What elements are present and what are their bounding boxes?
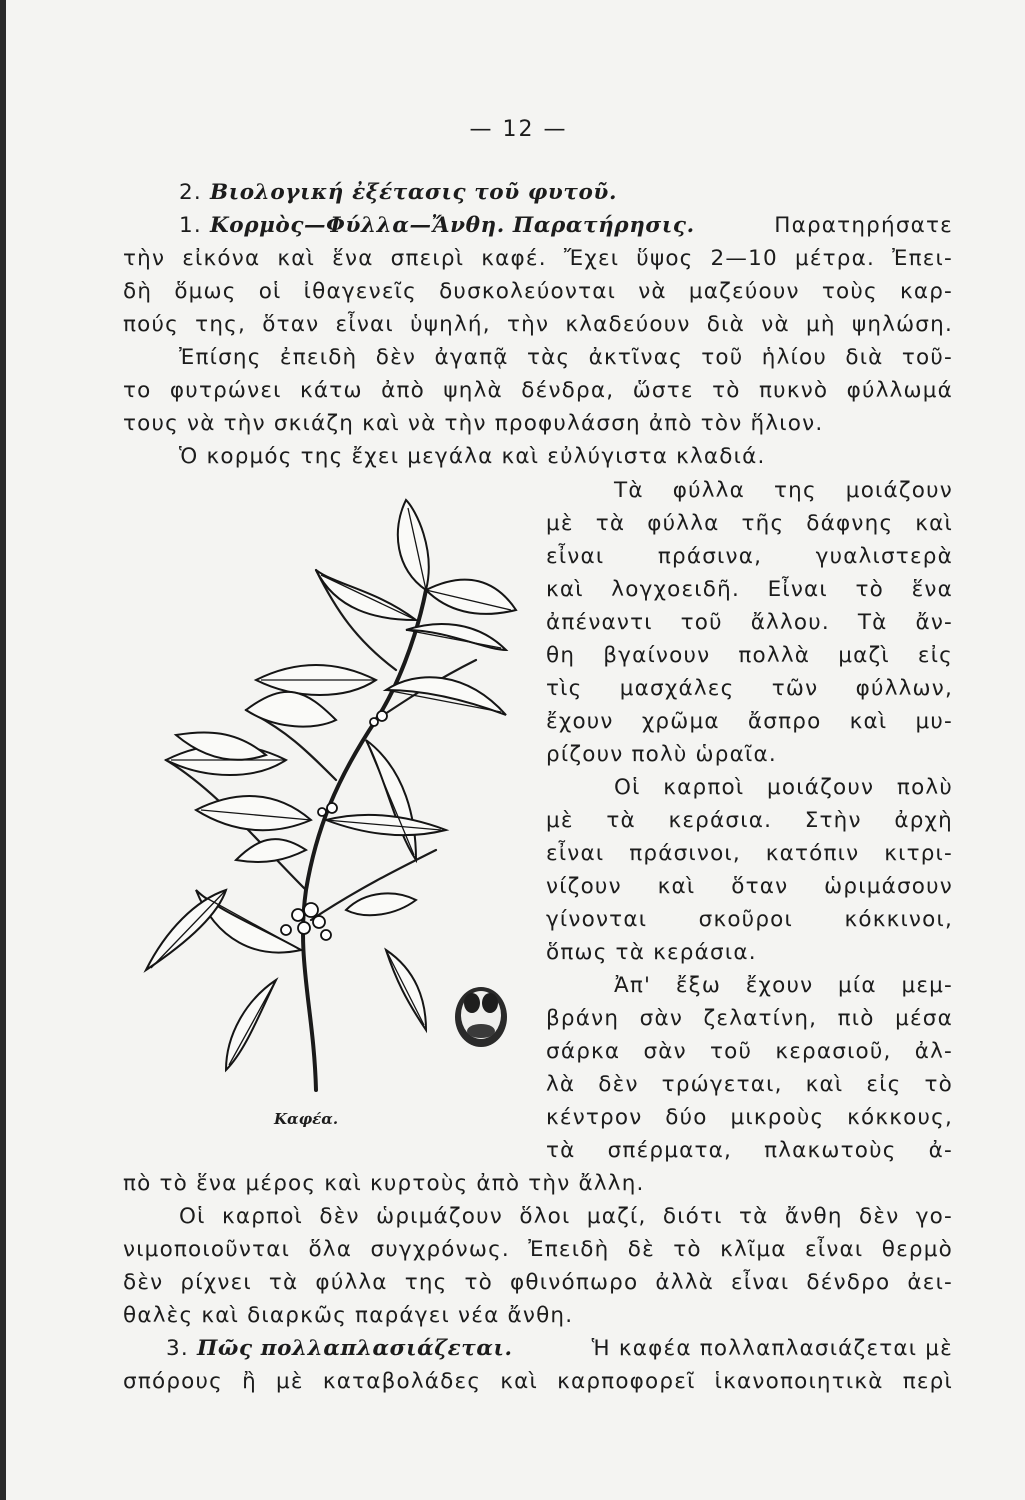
- column-line: λὰ δὲν τρώγεται, καὶ εἰς τὸ: [546, 1072, 953, 1097]
- coffee-bean-icon: [451, 975, 511, 1050]
- column-line: βράνη σὰν ζελατίνη, πιὸ μέσα: [546, 1006, 953, 1031]
- column-line: Οἱ καρποὶ μοιάζουν πολὺ: [614, 775, 953, 800]
- subsection-number: 1.: [179, 213, 202, 238]
- section-number: 2.: [179, 180, 202, 205]
- paragraph-line: Ὁ κορμός της ἔχει μεγάλα καὶ εὐλύγιστα κλαδιά.: [179, 444, 766, 469]
- column-line: μὲ τὰ κεράσια. Στὴν ἀρχὴ: [546, 808, 953, 833]
- column-line: ὅπως τὰ κεράσια.: [546, 940, 757, 965]
- paragraph-line: το φυτρώνει κάτω ἀπὸ ψηλὰ δένδρα, ὥστε τὸ πυκνὸ φύλλωμά: [123, 378, 953, 403]
- column-line: μὲ τὰ φύλλα τῆς δάφνης καὶ: [546, 511, 953, 536]
- column-line: Ἀπ' ἔξω ἔχουν μία μεμ-: [614, 973, 953, 998]
- paragraph-line: σπόρους ἢ μὲ καταβολάδες καὶ καρποφορεῖ ἱκανοποιητικὰ περὶ: [123, 1369, 953, 1394]
- paragraph-line: Ἐπίσης ἐπειδὴ δὲν ἀγαπᾷ τὰς ἀκτῖνας τοῦ ἡλίου διὰ τοῦ-: [179, 345, 953, 370]
- paragraph-line: νιμοποιοῦνται ὅλα συγχρόνως. Ἐπειδὴ δὲ τὸ κλῖμα εἶναι θερμὸ: [123, 1237, 953, 1262]
- paragraph-line: πὸ τὸ ἕνα μέρος καὶ κυρτοὺς ἀπὸ τὴν ἄλλη.: [123, 1171, 645, 1196]
- column-line: γίνονται σκοῦροι κόκκινοι,: [546, 907, 953, 932]
- column-line: κέντρον δύο μικροὺς κόκκους,: [546, 1105, 953, 1130]
- column-line: ρίζουν πολὺ ὡραῖα.: [546, 742, 777, 767]
- subsection-heading: [179, 215, 953, 237]
- page-number: — 12 —: [469, 117, 568, 142]
- observation-label: Παρατήρησις.: [512, 213, 695, 238]
- subsection-title: Κορμὸς—Φύλλα—Ἄνθη.: [209, 213, 505, 238]
- column-line: καὶ λογχοειδῆ. Εἶναι τὸ ἕνα: [546, 577, 953, 602]
- paragraph-line: θαλὲς καὶ διαρκῶς παράγει νέα ἄνθη.: [123, 1303, 574, 1328]
- paragraph-line: Οἱ καρποὶ δὲν ὡριμάζουν ὅλοι μαζί, διότι τὰ ἄνθη δὲν γο-: [179, 1204, 953, 1229]
- column-line: θη βγαίνουν πολλὰ μαζὶ εἰς: [546, 643, 953, 668]
- column-line: νίζουν καὶ ὅταν ὡριμάσουν: [546, 874, 953, 899]
- column-line: ἔχουν χρῶμα ἄσπρο καὶ μυ-: [546, 709, 953, 734]
- figure-caption: Καφέα.: [274, 1110, 339, 1128]
- paragraph-line: Παρατηρήσατε: [774, 213, 953, 238]
- paragraph-line: δὴ ὅμως οἱ ἰθαγενεῖς δυσκολεύονται νὰ μαζεύουν τοὺς καρ-: [123, 279, 953, 304]
- paragraph-line: τὴν εἰκόνα καὶ ἕνα σπειρὶ καφέ. Ἔχει ὕψος 2—10 μέτρα. Ἐπει-: [123, 246, 953, 271]
- section-title: Βιολογική ἐξέτασις τοῦ φυτοῦ.: [209, 180, 618, 205]
- column-line: εἶναι πράσινοι, κατόπιν κιτρι-: [546, 841, 953, 866]
- subsection-title: Πῶς πολλαπλασιάζεται.: [196, 1336, 513, 1361]
- paragraph-line: δὲν ρίχνει τὰ φύλλα της τὸ φθινόπωρο ἀλλὰ εἶναι δένδρο ἀει-: [123, 1270, 953, 1295]
- subsection-heading: [166, 1338, 953, 1360]
- paragraph-line: τους νὰ τὴν σκιάζη καὶ νὰ τὴν προφυλάσση ἀπὸ τὸν ἥλιον.: [123, 411, 824, 436]
- column-line: ἀπέναντι τοῦ ἄλλου. Τὰ ἄν-: [546, 610, 953, 635]
- column-line: εἶναι πράσινα, γυαλιστερὰ: [546, 544, 953, 569]
- paragraph-line: πούς της, ὅταν εἶναι ὑψηλή, τὴν κλαδεύουν διὰ νὰ μὴ ψηλώση.: [123, 312, 953, 337]
- paragraph-line: Ἡ καφέα πολλαπλασιάζεται μὲ: [591, 1336, 953, 1361]
- column-line: Τὰ φύλλα της μοιάζουν: [614, 478, 953, 503]
- column-line: τὶς μασχάλες τῶν φύλλων,: [546, 676, 953, 701]
- column-line: τὰ σπέρματα, πλακωτοὺς ἀ-: [546, 1138, 953, 1163]
- subsection-number: 3.: [166, 1336, 189, 1361]
- section-heading: [179, 182, 617, 204]
- column-line: σάρκα σὰν τοῦ κερασιοῦ, ἀλ-: [546, 1039, 953, 1064]
